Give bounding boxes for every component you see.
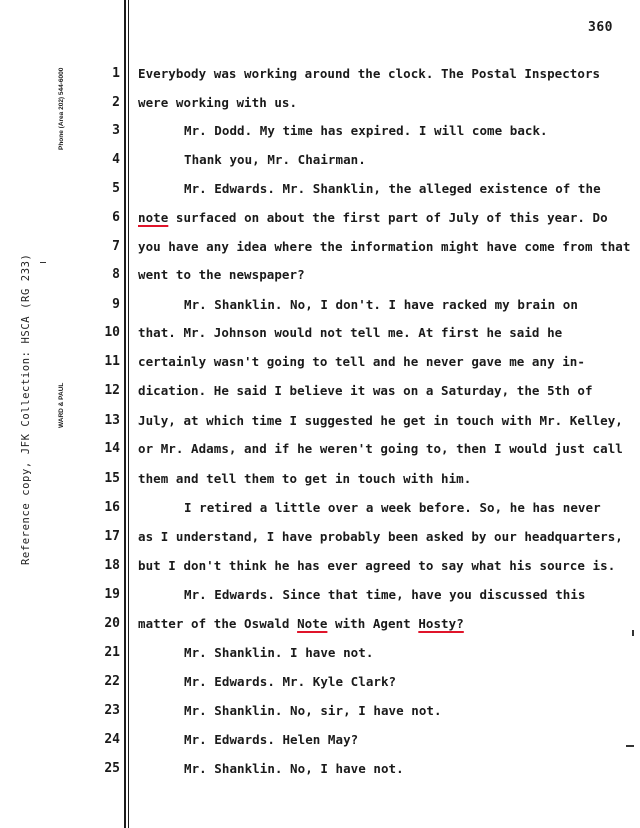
transcript-line: I retired a little over a week before. So, he has never (184, 500, 601, 515)
line-number: 22 (104, 674, 120, 689)
line-number: 23 (104, 703, 120, 718)
line-number: 13 (104, 413, 120, 428)
line-number: 8 (112, 267, 120, 282)
line-number: 2 (112, 95, 120, 110)
reference-stamp: Reference copy, JFK Collection: HSCA (RG 233) (20, 253, 32, 565)
phone-stamp: Phone (Area 202) 544-6000 (58, 67, 65, 150)
line-number: 5 (112, 181, 120, 196)
transcript-line: Mr. Shanklin. No, I have not. (184, 761, 404, 776)
transcript-line: Mr. Shanklin. No, sir, I have not. (184, 703, 442, 718)
transcript-line: them and tell them to get in touch with him. (138, 471, 472, 486)
line-number: 12 (104, 383, 120, 398)
line-number: 1 (112, 66, 120, 81)
transcript-line: Mr. Shanklin. I have not. (184, 645, 374, 660)
transcript-line: Mr. Edwards. Mr. Kyle Clark? (184, 674, 397, 689)
transcript-line: were working with us. (138, 95, 298, 110)
line-number: 4 (112, 152, 120, 167)
line-number: 24 (104, 732, 120, 747)
line-number: 3 (112, 123, 120, 138)
line-number: 17 (104, 529, 120, 544)
transcript-line: certainly wasn't going to tell and he never gave me any in- (138, 354, 585, 369)
scan-mark (40, 262, 46, 263)
line-number: 15 (104, 471, 120, 486)
transcript-line: you have any idea where the information might have come from that (138, 239, 631, 254)
transcript-line: Mr. Shanklin. No, I don't. I have racked my brain on (184, 297, 578, 312)
transcript-line: that. Mr. Johnson would not tell me. At first he said he (138, 325, 563, 340)
transcript-line: Mr. Dodd. My time has expired. I will come back. (184, 123, 548, 138)
line-number: 16 (104, 500, 120, 515)
line-number: 7 (112, 239, 120, 254)
highlighted-word-note: note (138, 210, 169, 225)
transcript-line (138, 616, 464, 631)
line-number: 11 (104, 354, 120, 369)
transcript-line: Mr. Edwards. Since that time, have you discussed this (184, 587, 586, 602)
transcript-line: July, at which time I suggested he get in touch with Mr. Kelley, (138, 413, 623, 428)
line-text-part: matter of the Oswald (138, 616, 298, 631)
transcript-line: Mr. Edwards. Helen May? (184, 732, 359, 747)
transcript-line: or Mr. Adams, and if he weren't going to, then I would just call (138, 441, 623, 456)
highlighted-word-note: Note (297, 616, 328, 631)
transcript-line: as I understand, I have probably been asked by our headquarters, (138, 529, 623, 544)
line-number: 10 (104, 325, 120, 340)
scan-mark (632, 630, 634, 636)
line-number: 18 (104, 558, 120, 573)
left-margin-rule-inner (128, 0, 129, 828)
line-number: 25 (104, 761, 120, 776)
transcript-line: dication. He said I believe it was on a Saturday, the 5th of (138, 383, 593, 398)
transcript-line: went to the newspaper? (138, 267, 305, 282)
line-text-part: with Agent (327, 616, 419, 631)
line-number: 21 (104, 645, 120, 660)
scan-mark (626, 745, 634, 747)
line-number: 6 (112, 210, 120, 225)
transcript-line: but I don't think he has ever agreed to say what his source is. (138, 558, 616, 573)
page-number: 360 (588, 20, 613, 35)
line-text-rest: surfaced on about the first part of July of this year. Do (168, 210, 608, 225)
left-margin-rule (124, 0, 126, 828)
transcript-line: Thank you, Mr. Chairman. (184, 152, 366, 167)
transcript-line (138, 210, 608, 225)
line-number: 9 (112, 297, 120, 312)
line-number: 19 (104, 587, 120, 602)
transcript-line: Mr. Edwards. Mr. Shanklin, the alleged existence of the (184, 181, 601, 196)
transcript-line: Everybody was working around the clock. The Postal Inspectors (138, 66, 601, 81)
firm-stamp: WARD & PAUL (58, 382, 65, 428)
highlighted-word-hosty: Hosty? (418, 616, 464, 631)
line-number: 14 (104, 441, 120, 456)
line-number: 20 (104, 616, 120, 631)
